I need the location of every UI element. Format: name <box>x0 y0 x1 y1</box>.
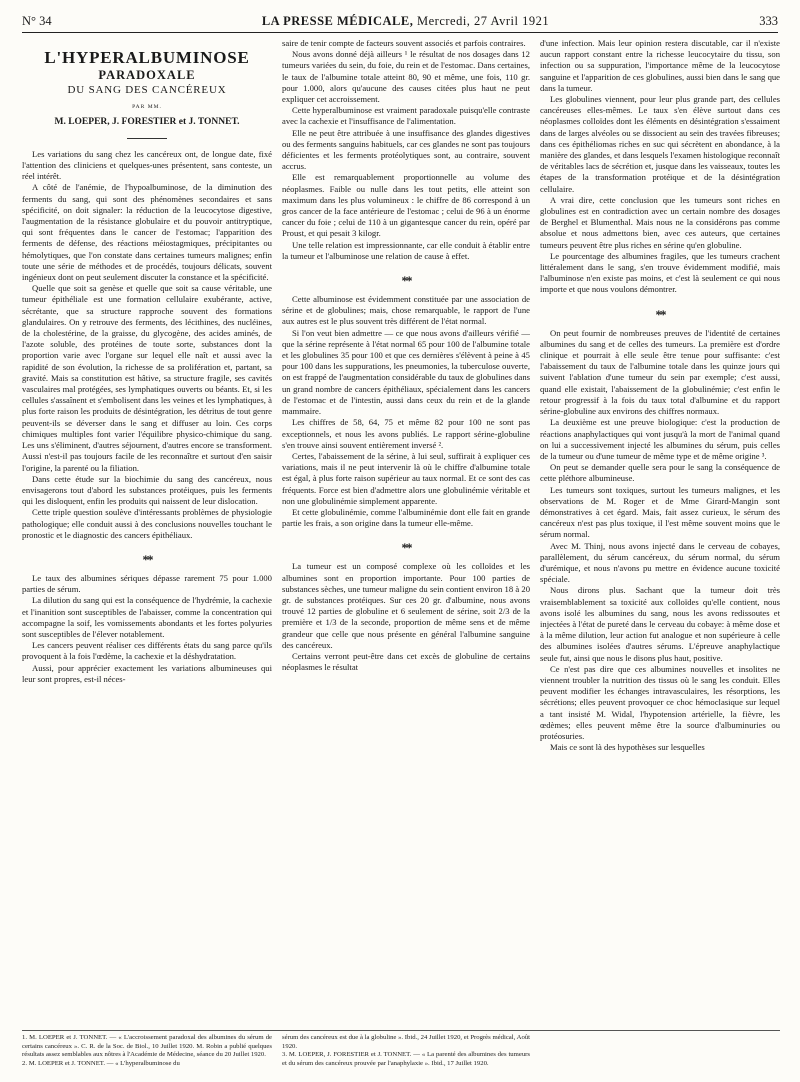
paragraph: Les tumeurs sont toxiques, surtout les tumeurs malignes, et les observations de M. Roger et de Mme Girard-Mangin sont démonstratives à cet égard. Mais, fait assez curieux, le sérum des cancéreux n'est pas plus toxique, il l'est même souvent moins que le sérum normal. <box>540 484 780 540</box>
footnote: sérum des cancéreux est due à la globuline ». Ibid., 24 Juillet 1920, et Progrès médical, Août 1920. <box>282 1034 530 1050</box>
paragraph: Cette triple question soulève d'intéressants problèmes de physiologie pathologique; elle conduit aussi à des conclusions nouvelles touchant le pronostic et le diagnostic des cancers épithéliaux. <box>22 507 272 540</box>
paragraph: d'une infection. Mais leur opinion restera discutable, car il n'existe aucun rapport constant entre la richesse leucocytaire du tissu, son infection ou sa suppuration, l'importance même de la leucocytose sanguine et l'apparition de ces globulines, aussi bien dans le sang que dans la tumeur. <box>540 38 780 93</box>
paragraph: La dilution du sang qui est la conséquence de l'hydrémie, la cachexie et l'inanition sont susceptibles de l'abaisser, comme la concentration qui accompagne la soif, les vomissements abondants et les fortes polyuries sont susceptibles de l'élever notablement. <box>22 595 272 639</box>
issue-date: Mercredi, 27 Avril 1921 <box>417 13 550 28</box>
paragraph: Les cancers peuvent réaliser ces différents états du sang parce qu'ils provoquent à la fois l'œdème, la cachexie et la déshydratation. <box>22 640 272 662</box>
paragraph: La deuxième est une preuve biologique: c'est la production de réactions anaphylactiques qui vont jusqu'à la mort de l'animal quand on lui a successivement injecté les albumines du sérum, puis celles de la tumeur ou d'une tumeur de même type et de même origine ³. <box>540 417 780 461</box>
article-subtitle-line-2: DU SANG DES CANCÉREUX <box>67 84 227 97</box>
paragraph: Si l'on veut bien admettre — ce que nous avons d'ailleurs vérifié — que la sérine représente à l'état normal 65 pour 100 de l'albumine totale et les globulines 35 pour 100 et que ces dernières s'élèvent à peine à 45 pour 100 dans les suppurations, les pneumonies, la tuberculose ouverte, on est frappé de l'augmentation considérable du taux de globulines dans un grand nombre de cancers épithéliaux, spécialement dans les cancers de l'estomac et de l'intestin, aussi dans ceux du rein et de la glande mammaire. <box>282 327 530 417</box>
footnote: 3. M. LOEPER, J. FORESTIER et J. TONNET. — « La parenté des albumines des tumeurs et du sérum des cancéreux prouvée par l'anaphylaxie ». Ibid., 17 Juillet 1920. <box>282 1051 530 1067</box>
footnotes <box>22 1034 780 1080</box>
page-number: 333 <box>759 13 778 28</box>
paragraph: Certes, l'abaissement de la sérine, à lui seul, suffirait à expliquer ces variations, mais il ne peut intervenir là où le chiffre d'albumine totale est égal, à plus forte raison supérieur au taux normal. Et ce sont des cas fréquents. Force est bien d'admettre alors une globulinémie véritable et non une globulinémie simplement apparente. <box>282 450 530 506</box>
article-subtitle: PARADOXALE <box>98 68 196 82</box>
paragraph: Mais ce sont là des hypothèses sur lesquelles <box>550 742 705 753</box>
running-header <box>22 10 778 33</box>
authors-byline: M. LOEPER, J. FORESTIER et J. TONNET. <box>54 116 240 127</box>
paragraph: saire de tenir compte de facteurs souvent associés et parfois contraires. <box>282 38 526 48</box>
paragraph: La tumeur est un composé complexe où les colloïdes et les albumines sont en proportion importante. Pour 100 parties de substances sèches, une tumeur maligne du sein contient environ 18 à 20 gr. de substances protéiques. Sur ces 20 gr. d'albumine, nous avons trouvé 12 parties de globuline et 6 seulement de sérine, soit 2/3 de la première et 1/3 de la seconde, proportion de même sens et de même grandeur que celle que nous présente en général l'albumine sanguine des cancéreux. <box>282 561 530 650</box>
section-separator: ** <box>655 306 665 322</box>
text-column-2 <box>282 38 530 1028</box>
paragraph: Cette hyperalbuminose est vraiment paradoxale puisqu'elle contraste avec la cachexie et l'insuffisance de l'alimentation. <box>282 105 530 127</box>
paragraph: Une telle relation est impressionnante, car elle conduit à établir entre la tumeur et l'albuminose une relation de cause à effet. <box>282 239 530 261</box>
title-divider <box>127 138 167 139</box>
paragraph: Quelle que soit sa genèse et quelle que soit sa cause véritable, une tumeur épithéliale est une formation cellulaire exubérante, active, sécrétante, que sa structure rapproche souvent des formations glandulaires. On y retrouve des ferments, des lécithines, des nucléines, de la cholestérine, de la graisse, du glycogène, des acides aminés, de l'azote soluble, des protéines de toute sorte, substances dont la proportion varie avec l'organe sur lequel elle naît et aussi avec la rapidité de son évolution, la richesse de sa prolifération et, partant, sa gravité. Mais sa constitution est hâtive, sa structure fragile, ses cavités vasculaires mal protégées, ses lymphatiques ouverts ou béants. Et, si les cellules s'assaînent et s'embolisent dans les veines et les lymphatiques, à plus forte raison les produits de désintégration, les détritus de tout genre peuvent-ils se déverser dans le sang et diffuser au loin. Ces corps chimiques multiples font varier l'équilibre physico-chimique du sang. Les uns s'éliminent, d'autres séjournent, d'autres encore se transforment. Aussi n'est-il pas toujours facile de les reconnaître et surtout d'en saisir l'origine, la parenté ou la filiation. <box>22 283 272 473</box>
paragraph: Les chiffres de 58, 64, 75 et même 82 pour 100 ne sont pas exceptionnels, et nous les avons publiés. Le rapport sérine-globuline s'en trouve ainsi souvent entièrement inversé ². <box>282 417 530 450</box>
paragraph: Le taux des albumines sériques dépasse rarement 75 pour 1.000 parties de sérum. <box>22 572 272 595</box>
journal-name: LA PRESSE MÉDICALE, <box>261 13 414 28</box>
footnote: 2. M. LOEPER et J. TONNET. — « L'hyperalbuminose du <box>22 1059 180 1067</box>
footnotes-divider <box>22 1030 780 1031</box>
paragraph: Aussi, pour apprécier exactement les variations albumineuses qui leur sont propres, est-il néces- <box>22 662 272 684</box>
paragraph: On peut fournir de nombreuses preuves de l'identité de certaines albumines du sang et de celles des tumeurs. La première est d'ordre clinique et pourrait à elle seule être tenue pour suffisante: c'est l'abaissement du taux de l'albumine totale dans les quinze jours qui suivent l'ablation d'une tumeur du sein par exemple; c'est aussi, quand elle existait, l'abaissement de la globulinémie; c'est enfin le retour progressif à la fois du taux total d'albumine et du rapport sérine-globuline aux environs des chiffres normaux. <box>540 327 780 417</box>
paragraph: Avec M. Thinj, nous avons injecté dans le cerveau de cobayes, parallèlement, du sérum cancéreux, du sérum normal, du sérum d'urémique, et nous n'avons pu mettre en évidence aucune toxicité spéciale. <box>540 540 780 585</box>
paragraph: Dans cette étude sur la biochimie du sang des cancéreux, nous envisagerons tout d'abord les substances protéiques, puis les ferments qui les disloquent, enfin les produits qui naissent de leur dislocation. <box>22 473 272 507</box>
footnote: 1. M. LOEPER et J. TONNET. — « L'accroissement paradoxal des albumines du sérum de certains cancéreux ». C. R. de la Soc. de Biol., 10 Juillet 1920. M. Robin a publié quelques résultats assez semblables aux nôtres à l'Académie de Médecine, séance du 20 Juillet 1920. <box>22 1034 272 1059</box>
paragraph: Cette albuminose est évidemment constituée par une association de sérine et de globulines; mais, chose remarquable, le rapport de l'une aux autres est le plus souvent très différent de l'état normal. <box>282 294 530 327</box>
paragraph: Les variations du sang chez les cancéreux ont, de longue date, fixé l'attention des cliniciens et quelques-unes présentent, sans conteste, un réel intérêt. <box>22 148 272 182</box>
text-column-3 <box>540 38 780 1028</box>
journal-masthead <box>262 14 549 29</box>
paragraph: Nous avons donné déjà ailleurs ¹ le résultat de nos dosages dans 12 tumeurs variées du sein, du foie, du rein et de l'estomac. Dans certaines, le taux de l'albumine totale atteint 80, 90 et même, une fois, 110 gr. pour 1.000, alors qu'aucune des causes citées plus haut ne peut expliquer cet accroissement. <box>282 49 530 105</box>
text-column-1 <box>22 38 272 1028</box>
paragraph: Ce n'est pas dire que ces albumines nouvelles et insolites ne viennent troubler la nutrition des tissus où le sang les conduit. Elles peuvent modifier les échanges intravasculaires, les résorptions, les sécrétions; elles peuvent provoquer ce choc hémoclasique sur lequel a tant insisté M. Widal, l'hypotension artérielle, la fièvre, les œdèmes; elles peuvent même être la source d'albuminuries ou protéosuries. <box>540 663 780 741</box>
paragraph: A vrai dire, cette conclusion que les tumeurs sont riches en globulines est en contradiction avec un certain nombre des dosages de Berghel et Blumenthal. Mais nous ne la considérons pas comme absolue et nous admettons bien, avec ces auteurs, que certaines tumeurs peuvent être plus riches en sérine qu'en globuline. <box>540 194 780 250</box>
byline-prefix: PAR MM. <box>132 104 162 111</box>
paragraph: Elle est remarquablement proportionnelle au volume des néoplasmes. Faible ou nulle dans les tout petits, elle atteint son maximum dans les plus volumineux : le chiffre de 86 correspond à un gros cancer de la face antérieure de l'estomac ; celui de 96 à un énorme cancer du foie ; celui de 110 à un gigantesque cancer du rein, opéré par Proust, et qui pesait 3 kilogr. <box>282 172 530 239</box>
paragraph: Et cette globulinémie, comme l'albuminémie dont elle fait en grande partie les frais, a son origine dans la tumeur elle-même. <box>282 506 530 529</box>
paragraph: On peut se demander quelle sera pour le sang la conséquence de cette pléthore albumineuse. <box>540 462 780 484</box>
section-separator: ** <box>401 540 411 556</box>
paragraph: A côté de l'anémie, de l'hypoalbuminose, de la diminution des ferments du sang, qui sont des phénomènes secondaires et sans spécificité, on doit signaler: la réduction de la leucocytose digestive, l'augmentation de la résistance globulaire et du pouvoir antitryptique, qui sont fréquentes dans le cancer de l'estomac; l'apparition des ferments de défense, des réactions méiostagmiques, précipitantes ou hémolytiques, que l'on constate dans certaines tumeurs malignes; enfin toute une série de méthodes et de procédés, toujours délicats, souvent ingénieux dont on peut seulement discuter la constance et la spécificité. <box>22 182 272 283</box>
paragraph: Certains verront peut-être dans cet excès de globuline de certains néoplasmes le résultat <box>282 650 530 673</box>
article-title: L'HYPERALBUMINOSE <box>44 48 250 67</box>
footnotes-right <box>282 1034 530 1068</box>
paragraph: Le pourcentage des albumines fragiles, que les tumeurs crachent littéralement dans le sang, s'en trouve évidemment modifié, mais l'albuminose n'en existe pas moins, et c'est là seulement ce qui nous importe et que nous voulons démontrer. <box>540 250 780 295</box>
section-separator: ** <box>142 551 152 567</box>
issue-number: N° 34 <box>22 13 52 28</box>
paragraph: Nous dirons plus. Sachant que la tumeur doit très vraisemblablement sa toxicité aux colloïdes qu'elle contient, nous avons isolé les albumines du sang, nous les avons redissoutes et injectées à l'état de pureté dans le cerveau du cobaye: à même dose et à la même dilution, leur action fut analogue et non supérieure à celle des albumines isolées d'autres sérums. L'épreuve anaphylactique seule fut, ainsi que nous le disons plus haut, positive. <box>540 585 780 663</box>
paragraph: Les globulines viennent, pour leur plus grande part, des cellules cancéreuses elles-mêmes. Le taux s'en élève surtout dans ces néoplasmes colloïdes dont les éléments en désintégration s'essaiment dans de larges alvéoles ou se dissocient au sein des travées fibreuses; dans ces épithéliomas riches en suc qui sécrètent en abondance, à la manière des glandes, et dans lesquels l'examen histologique reconnaît de véritables lacs de sécrétion et, jusque dans les vaisseaux, toutes les étapes de la transformation protéique et de la désintégration cellulaire. <box>540 94 780 194</box>
footnotes-left <box>22 1034 272 1068</box>
section-separator: ** <box>401 273 411 289</box>
paragraph: Elle ne peut être attribuée à une insuffisance des glandes digestives ou des ferments sanguins habituels, car ces glandes ne sont pas toujours déficientes et les ferments protéolytiques sont, au contraire, souvent accrus. <box>282 127 530 172</box>
